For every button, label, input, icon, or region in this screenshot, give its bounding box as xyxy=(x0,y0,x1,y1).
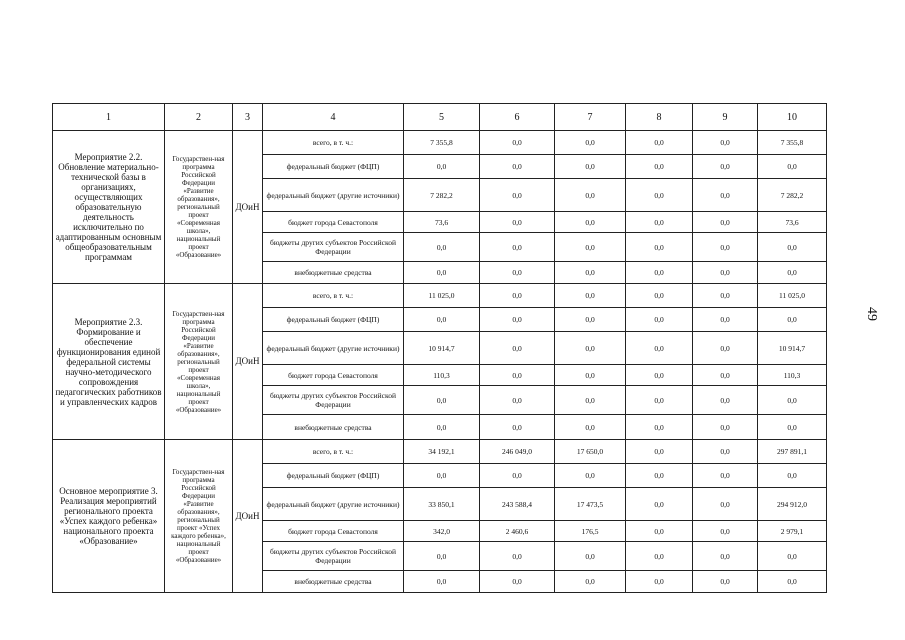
value-cell: 73,6 xyxy=(404,212,480,233)
value-cell: 297 891,1 xyxy=(758,440,827,464)
value-cell: 0,0 xyxy=(555,415,626,440)
value-cell: 0,0 xyxy=(758,233,827,262)
value-cell: 0,0 xyxy=(480,233,555,262)
table-row xyxy=(53,131,827,155)
value-cell: 0,0 xyxy=(555,233,626,262)
value-cell: 0,0 xyxy=(758,262,827,284)
value-cell: 0,0 xyxy=(404,464,480,488)
value-cell: 0,0 xyxy=(555,332,626,365)
value-cell: 0,0 xyxy=(555,542,626,571)
value-cell: 10 914,7 xyxy=(758,332,827,365)
funding-source: бюджеты других субъектов Российской Федерации xyxy=(263,233,404,262)
value-cell: 0,0 xyxy=(693,571,758,593)
value-cell: 0,0 xyxy=(626,262,693,284)
funding-source: всего, в т. ч.: xyxy=(263,440,404,464)
value-cell: 342,0 xyxy=(404,521,480,542)
value-cell: 0,0 xyxy=(758,386,827,415)
value-cell: 0,0 xyxy=(693,284,758,308)
value-cell: 176,5 xyxy=(555,521,626,542)
value-cell: 0,0 xyxy=(404,233,480,262)
header-cell: 9 xyxy=(693,104,758,131)
funding-source: федеральный бюджет (другие источники) xyxy=(263,179,404,212)
value-cell: 0,0 xyxy=(480,308,555,332)
value-cell: 11 025,0 xyxy=(758,284,827,308)
row-program: Государствен-ная программа Российской Федерации «Развитие образования», региональный проект «Современная школа», национальный проект «Образование» xyxy=(165,284,233,440)
funding-source: федеральный бюджет (ФЦП) xyxy=(263,464,404,488)
value-cell: 0,0 xyxy=(626,308,693,332)
value-cell: 0,0 xyxy=(693,521,758,542)
value-cell: 246 049,0 xyxy=(480,440,555,464)
funding-source: внебюджетные средства xyxy=(263,262,404,284)
funding-source: всего, в т. ч.: xyxy=(263,284,404,308)
value-cell: 0,0 xyxy=(693,440,758,464)
value-cell: 17 473,5 xyxy=(555,488,626,521)
value-cell: 0,0 xyxy=(693,179,758,212)
funding-source: бюджеты других субъектов Российской Федерации xyxy=(263,386,404,415)
value-cell: 0,0 xyxy=(758,155,827,179)
value-cell: 0,0 xyxy=(626,488,693,521)
value-cell: 10 914,7 xyxy=(404,332,480,365)
value-cell: 0,0 xyxy=(480,131,555,155)
row-description: Основное мероприятие 3. Реализация мероприятий регионального проекта «Успех каждого ребенка» национального проекта «Образование» xyxy=(53,440,165,593)
header-cell: 6 xyxy=(480,104,555,131)
header-cell: 2 xyxy=(165,104,233,131)
funding-source: бюджеты других субъектов Российской Федерации xyxy=(263,542,404,571)
value-cell: 7 355,8 xyxy=(758,131,827,155)
value-cell: 0,0 xyxy=(693,155,758,179)
value-cell: 243 588,4 xyxy=(480,488,555,521)
value-cell: 0,0 xyxy=(626,571,693,593)
value-cell: 0,0 xyxy=(626,179,693,212)
value-cell: 0,0 xyxy=(693,415,758,440)
funding-source: бюджет города Севастополя xyxy=(263,212,404,233)
value-cell: 0,0 xyxy=(693,464,758,488)
value-cell: 0,0 xyxy=(555,155,626,179)
value-cell: 34 192,1 xyxy=(404,440,480,464)
value-cell: 0,0 xyxy=(693,308,758,332)
value-cell: 7 355,8 xyxy=(404,131,480,155)
value-cell: 0,0 xyxy=(758,308,827,332)
value-cell: 0,0 xyxy=(555,464,626,488)
funding-source: всего, в т. ч.: xyxy=(263,131,404,155)
value-cell: 0,0 xyxy=(626,386,693,415)
budget-table xyxy=(52,103,827,593)
header-cell: 8 xyxy=(626,104,693,131)
funding-source: внебюджетные средства xyxy=(263,415,404,440)
value-cell: 0,0 xyxy=(480,155,555,179)
header-cell: 3 xyxy=(233,104,263,131)
value-cell: 0,0 xyxy=(555,308,626,332)
value-cell: 110,3 xyxy=(404,365,480,386)
value-cell: 0,0 xyxy=(404,155,480,179)
value-cell: 0,0 xyxy=(404,386,480,415)
value-cell: 0,0 xyxy=(626,233,693,262)
value-cell: 0,0 xyxy=(480,284,555,308)
value-cell: 0,0 xyxy=(480,542,555,571)
value-cell: 0,0 xyxy=(626,415,693,440)
value-cell: 0,0 xyxy=(693,386,758,415)
table-row xyxy=(53,440,827,464)
row-description: Мероприятие 2.3. Формирование и обеспечение функционирования единой федеральной системы научно-методического сопровождения педагогических работников и управленческих кадров xyxy=(53,284,165,440)
value-cell: 0,0 xyxy=(404,542,480,571)
value-cell: 0,0 xyxy=(626,365,693,386)
value-cell: 0,0 xyxy=(404,571,480,593)
value-cell: 0,0 xyxy=(626,284,693,308)
row-description: Мероприятие 2.2. Обновление материально-технической базы в организациях, осуществляющих образовательную деятельность исключительно по адаптированным основным общеобразовательным программам xyxy=(53,131,165,284)
value-cell: 0,0 xyxy=(693,262,758,284)
value-cell: 0,0 xyxy=(555,179,626,212)
value-cell: 0,0 xyxy=(480,571,555,593)
funding-source: федеральный бюджет (другие источники) xyxy=(263,332,404,365)
header-cell: 1 xyxy=(53,104,165,131)
header-row xyxy=(53,104,827,131)
value-cell: 294 912,0 xyxy=(758,488,827,521)
value-cell: 0,0 xyxy=(626,521,693,542)
value-cell: 0,0 xyxy=(626,440,693,464)
page-number: 49 xyxy=(864,307,879,321)
row-executor: ДОиН xyxy=(233,440,263,593)
value-cell: 0,0 xyxy=(404,308,480,332)
value-cell: 0,0 xyxy=(626,332,693,365)
value-cell: 0,0 xyxy=(555,262,626,284)
value-cell: 73,6 xyxy=(758,212,827,233)
value-cell: 0,0 xyxy=(480,386,555,415)
row-executor: ДОиН xyxy=(233,131,263,284)
value-cell: 0,0 xyxy=(480,415,555,440)
value-cell: 11 025,0 xyxy=(404,284,480,308)
value-cell: 0,0 xyxy=(404,415,480,440)
table-row xyxy=(53,284,827,308)
value-cell: 0,0 xyxy=(480,212,555,233)
value-cell: 0,0 xyxy=(555,131,626,155)
value-cell: 0,0 xyxy=(693,212,758,233)
value-cell: 0,0 xyxy=(693,488,758,521)
funding-source: федеральный бюджет (ФЦП) xyxy=(263,308,404,332)
value-cell: 0,0 xyxy=(693,365,758,386)
value-cell: 0,0 xyxy=(693,233,758,262)
value-cell: 0,0 xyxy=(693,542,758,571)
value-cell: 0,0 xyxy=(626,464,693,488)
value-cell: 0,0 xyxy=(758,464,827,488)
value-cell: 0,0 xyxy=(555,386,626,415)
value-cell: 0,0 xyxy=(480,332,555,365)
value-cell: 17 650,0 xyxy=(555,440,626,464)
value-cell: 0,0 xyxy=(480,179,555,212)
value-cell: 0,0 xyxy=(626,131,693,155)
value-cell: 0,0 xyxy=(626,212,693,233)
value-cell: 0,0 xyxy=(404,262,480,284)
header-cell: 5 xyxy=(404,104,480,131)
value-cell: 0,0 xyxy=(555,571,626,593)
row-program: Государствен-ная программа Российской Федерации «Развитие образования», региональный проект «Успех каждого ребенка», национальный проект «Образование» xyxy=(165,440,233,593)
header-cell: 4 xyxy=(263,104,404,131)
value-cell: 7 282,2 xyxy=(758,179,827,212)
header-cell: 10 xyxy=(758,104,827,131)
value-cell: 110,3 xyxy=(758,365,827,386)
value-cell: 0,0 xyxy=(555,284,626,308)
funding-source: федеральный бюджет (другие источники) xyxy=(263,488,404,521)
value-cell: 33 850,1 xyxy=(404,488,480,521)
funding-source: бюджет города Севастополя xyxy=(263,521,404,542)
row-executor: ДОиН xyxy=(233,284,263,440)
row-program: Государствен-ная программа Российской Федерации «Развитие образования», региональный проект «Современная школа», национальный проект «Образование» xyxy=(165,131,233,284)
value-cell: 0,0 xyxy=(480,365,555,386)
value-cell: 2 979,1 xyxy=(758,521,827,542)
funding-source: внебюджетные средства xyxy=(263,571,404,593)
value-cell: 0,0 xyxy=(626,155,693,179)
value-cell: 0,0 xyxy=(758,542,827,571)
value-cell: 0,0 xyxy=(626,542,693,571)
value-cell: 0,0 xyxy=(758,415,827,440)
value-cell: 7 282,2 xyxy=(404,179,480,212)
header-cell: 7 xyxy=(555,104,626,131)
value-cell: 0,0 xyxy=(480,262,555,284)
value-cell: 0,0 xyxy=(758,571,827,593)
funding-source: федеральный бюджет (ФЦП) xyxy=(263,155,404,179)
funding-source: бюджет города Севастополя xyxy=(263,365,404,386)
value-cell: 0,0 xyxy=(480,464,555,488)
value-cell: 0,0 xyxy=(555,212,626,233)
value-cell: 0,0 xyxy=(693,332,758,365)
value-cell: 2 460,6 xyxy=(480,521,555,542)
value-cell: 0,0 xyxy=(693,131,758,155)
value-cell: 0,0 xyxy=(555,365,626,386)
